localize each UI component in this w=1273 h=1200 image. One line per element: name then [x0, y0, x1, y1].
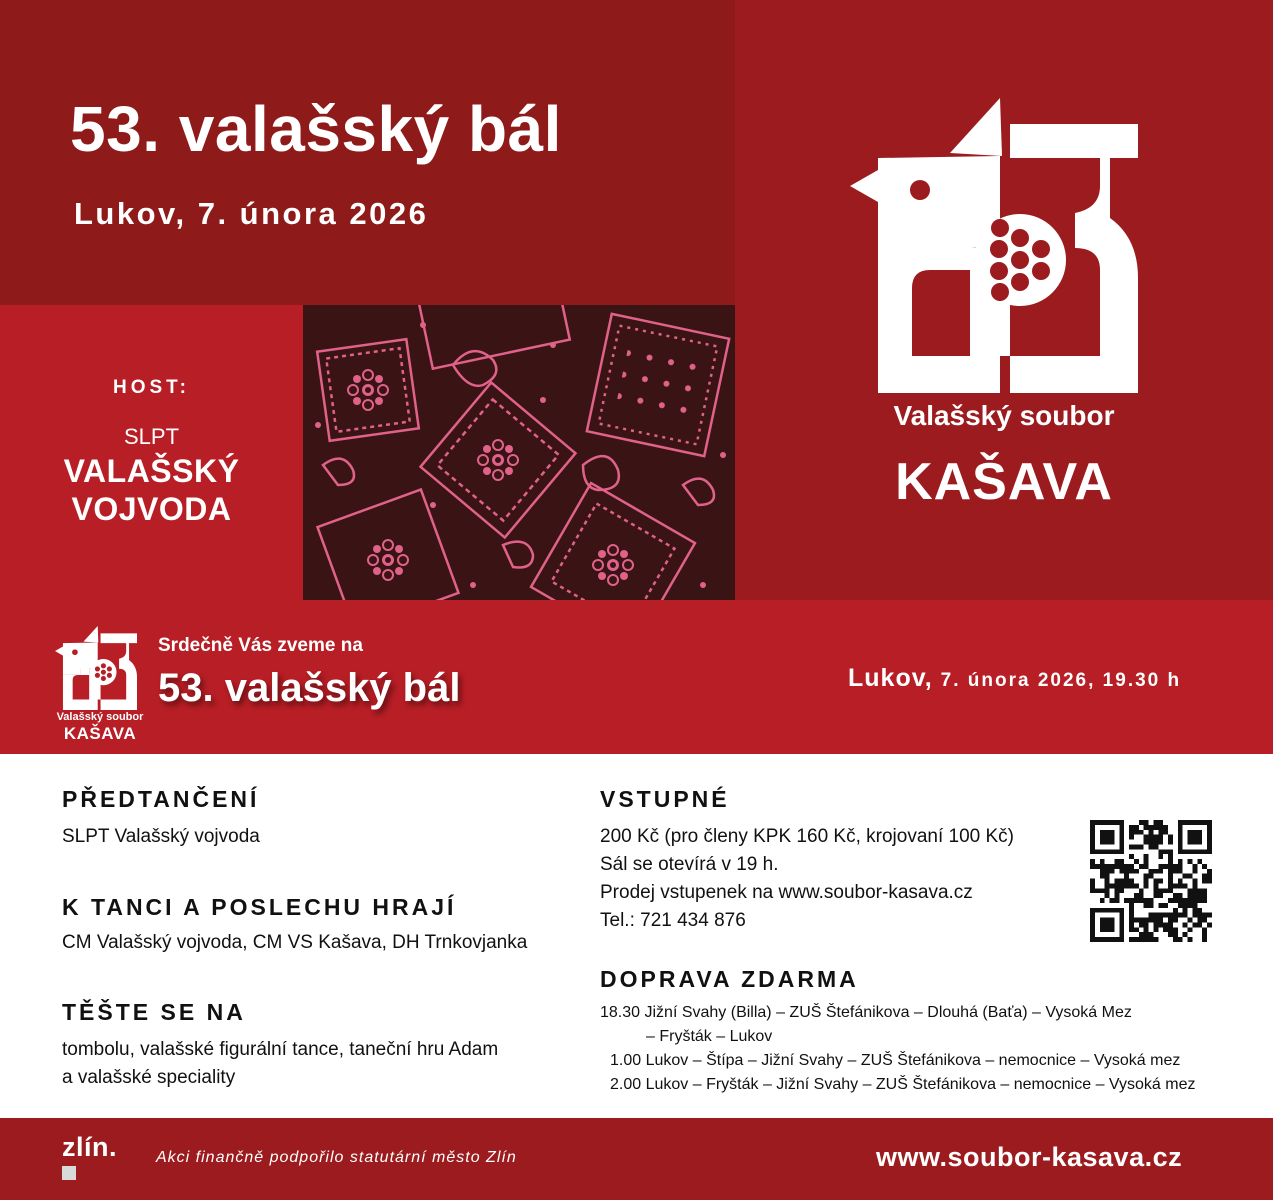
doprava-route-1: 18.30 Jižní Svahy (Billa) – ZUŠ Štefánikova – Dlouhá (Baťa) – Vysoká Mez — [600, 1004, 1132, 1021]
invite-title: 53. valašský bál — [158, 666, 461, 710]
doprava-route-2: 1.00 Lukov – Štípa – Jižní Svahy – ZUŠ Štefánikova – nemocnice – Vysoká mez — [610, 1052, 1181, 1069]
sponsor-note: Akci finančně podpořilo statutární město Zlín — [156, 1149, 517, 1166]
event-date: Lukov, 7. února 2026 — [74, 196, 429, 231]
brand-name-line1: Valašský soubor — [893, 400, 1115, 431]
brand-name-line2: KAŠAVA — [895, 453, 1113, 511]
tesite-line2: a valašské speciality — [62, 1067, 236, 1088]
zlin-logo: zlín. — [62, 1132, 117, 1162]
host-name — [0, 452, 303, 528]
vstupne-opening: Sál se otevírá v 19 h. — [600, 854, 779, 875]
website-link[interactable]: www.soubor-kasava.cz — [876, 1142, 1183, 1172]
tesite-heading: TĚŠTE SE NA — [62, 999, 246, 1025]
rooster-small-logo-icon — [55, 626, 139, 710]
zlin-logo-square-icon — [62, 1166, 76, 1180]
vstupne-sales: Prodej vstupenek na www.soubor-kasava.cz — [600, 882, 973, 903]
invite-brand-line2: KAŠAVA — [63, 724, 137, 743]
invite-datetime — [848, 664, 1181, 693]
section-predtanceni — [62, 786, 260, 851]
rooster-logo-icon — [850, 98, 1145, 393]
section-doprava — [600, 966, 1195, 1097]
invite-lead: Srdečně Vás zveme na — [158, 635, 363, 656]
tesite-line1: tombolu, valašské figurální tance, taneční hru Adam — [62, 1039, 499, 1060]
event-title: 53. valašský bál — [70, 93, 562, 165]
section-vstupne — [600, 786, 1014, 935]
doprava-route-3: 2.00 Lukov – Fryšták – Jižní Svahy – ZUŠ Štefánikova – nemocnice – Vysoká mez — [610, 1076, 1196, 1093]
doprava-heading: DOPRAVA ZDARMA — [600, 966, 859, 992]
hudba-heading: K TANCI A POSLECHU HRAJÍ — [62, 894, 457, 920]
host-label: HOST: — [113, 377, 190, 398]
section-tesite — [62, 999, 498, 1092]
host-group: SLPT — [123, 424, 180, 449]
predtanceni-text: SLPT Valašský vojvoda — [62, 826, 260, 847]
hudba-text: CM Valašský vojvoda, CM VS Kašava, DH Trnkovjanka — [62, 932, 528, 953]
predtanceni-heading: PŘEDTANČENÍ — [62, 786, 260, 812]
vstupne-heading: VSTUPNÉ — [600, 786, 730, 812]
doprava-route-1-cont: – Fryšták – Lukov — [646, 1028, 773, 1045]
host-name-line1: VALAŠSKÝ — [63, 453, 240, 489]
section-hudba — [62, 894, 527, 957]
invite-place: Lukov, — [848, 664, 933, 692]
qr-code[interactable] — [1088, 820, 1214, 942]
host-name-line2: VOJVODA — [71, 491, 232, 527]
folk-pattern-image — [303, 305, 735, 600]
vstupne-phone: Tel.: 721 434 876 — [600, 910, 746, 931]
invite-time: 7. února 2026, 19.30 h — [940, 670, 1182, 691]
invite-brand-line1: Valašský soubor — [56, 711, 144, 723]
vstupne-price: 200 Kč (pro členy KPK 160 Kč, krojovaní 100 Kč) — [600, 826, 1014, 847]
